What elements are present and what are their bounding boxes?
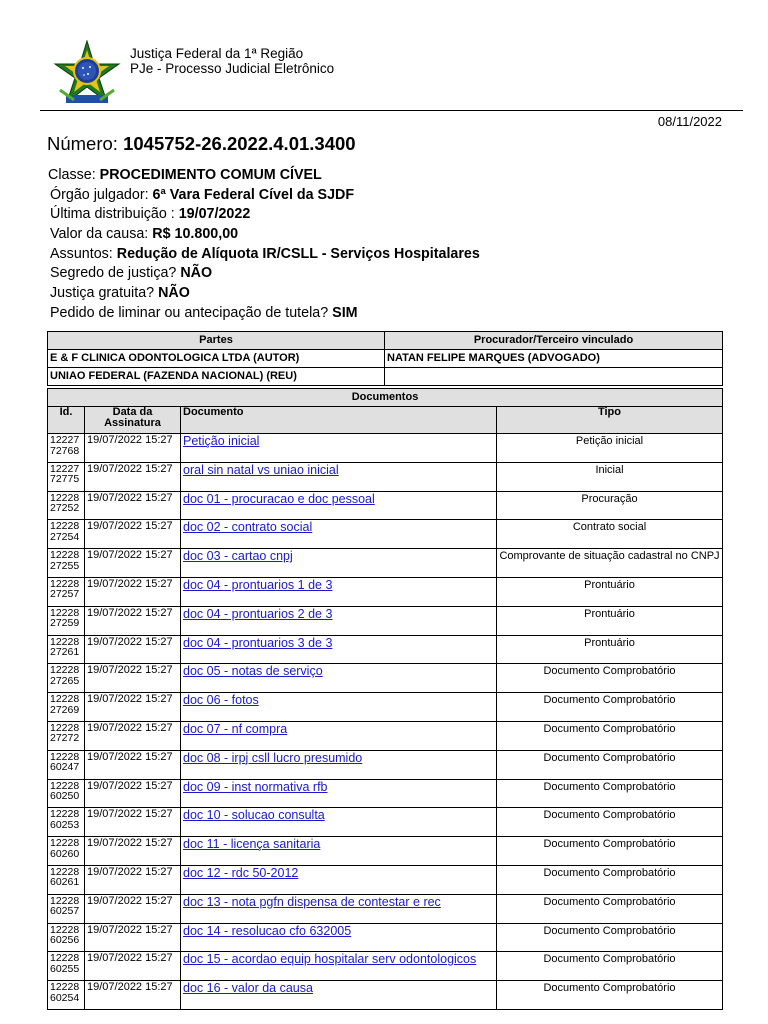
documento-row (48, 721, 723, 750)
process-number (47, 133, 356, 155)
documento-cell (181, 894, 497, 923)
documento-cell (181, 779, 497, 808)
documento-link[interactable]: doc 03 - cartao cnpj (183, 549, 293, 564)
classe-line (48, 166, 480, 186)
documento-cell (181, 664, 497, 693)
parte-row (48, 350, 723, 368)
documento-row (48, 952, 723, 981)
documento-id: 1222827252 (48, 491, 85, 520)
org-line-2: PJe - Processo Judicial Eletrônico (130, 61, 335, 76)
documento-row (48, 837, 723, 866)
documento-tipo: Documento Comprobatório (497, 837, 723, 866)
distribuicao-label: Última distribuição : (50, 206, 179, 223)
documento-tipo: Prontuário (497, 577, 723, 606)
valor-value: R$ 10.800,00 (152, 226, 239, 243)
documento-data: 19/07/2022 15:27 (85, 750, 181, 779)
partes-header: Partes (48, 332, 385, 350)
documento-tipo: Documento Comprobatório (497, 808, 723, 837)
documento-id: 1222772775 (48, 462, 85, 491)
documento-id: 1222860247 (48, 750, 85, 779)
documento-id: 1222827272 (48, 721, 85, 750)
documento-id: 1222860256 (48, 923, 85, 952)
documento-link[interactable]: doc 08 - irpj csll lucro presumido (183, 750, 363, 765)
documento-id: 1222860260 (48, 837, 85, 866)
tipo-header: Tipo (497, 407, 723, 434)
documento-id: 1222860250 (48, 779, 85, 808)
documento-row (48, 434, 723, 463)
documento-row (48, 894, 723, 923)
parte-row (48, 368, 723, 386)
documento-cell (181, 491, 497, 520)
documento-tipo: Documento Comprobatório (497, 952, 723, 981)
documento-data: 19/07/2022 15:27 (85, 894, 181, 923)
documento-tipo: Inicial (497, 462, 723, 491)
documento-link[interactable]: doc 04 - prontuarios 2 de 3 (183, 606, 333, 621)
segredo-value: NÃO (180, 265, 213, 282)
documento-data: 19/07/2022 15:27 (85, 952, 181, 981)
documentos-table (47, 388, 723, 1010)
documento-data: 19/07/2022 15:27 (85, 549, 181, 578)
documento-data: 19/07/2022 15:27 (85, 606, 181, 635)
documento-link[interactable]: doc 16 - valor da causa (183, 981, 313, 996)
documento-tipo: Documento Comprobatório (497, 894, 723, 923)
documento-cell (181, 693, 497, 722)
documento-tipo: Prontuário (497, 606, 723, 635)
documento-id: 1222772768 (48, 434, 85, 463)
documento-tipo: Procuração (497, 491, 723, 520)
documento-tipo: Documento Comprobatório (497, 865, 723, 894)
orgao-line (48, 186, 480, 206)
data-header: Data da Assinatura (85, 407, 181, 434)
classe-value: PROCEDIMENTO COMUM CÍVEL (99, 167, 322, 183)
documento-row (48, 693, 723, 722)
documento-cell (181, 837, 497, 866)
documentos-title: Documentos (48, 389, 723, 407)
documento-id: 1222860255 (48, 952, 85, 981)
documento-id: 1222827265 (48, 664, 85, 693)
documento-link[interactable]: doc 02 - contrato social (183, 520, 313, 535)
documento-tipo: Documento Comprobatório (497, 750, 723, 779)
procurador-header: Procurador/Terceiro vinculado (385, 332, 723, 350)
classe-label: Classe: (48, 167, 100, 183)
documento-data: 19/07/2022 15:27 (85, 520, 181, 549)
documento-data: 19/07/2022 15:27 (85, 837, 181, 866)
documento-tipo: Documento Comprobatório (497, 923, 723, 952)
documento-tipo: Documento Comprobatório (497, 693, 723, 722)
orgao-label: Órgão julgador: (50, 186, 153, 203)
documento-cell (181, 923, 497, 952)
documento-cell (181, 808, 497, 837)
documento-link[interactable]: doc 05 - notas de serviço (183, 664, 323, 679)
distribuicao-value: 19/07/2022 (178, 206, 251, 223)
documento-link[interactable]: doc 12 - rdc 50-2012 (183, 865, 299, 880)
assuntos-value: Redução de Alíquota IR/CSLL - Serviços Hospitalares (116, 245, 480, 262)
documento-data: 19/07/2022 15:27 (85, 462, 181, 491)
documento-link[interactable]: doc 15 - acordao equip hospitalar serv odontologicos (183, 952, 477, 967)
documento-id: 1222827269 (48, 693, 85, 722)
documento-data: 19/07/2022 15:27 (85, 865, 181, 894)
documento-data: 19/07/2022 15:27 (85, 577, 181, 606)
documento-link[interactable]: doc 04 - prontuarios 3 de 3 (183, 635, 333, 650)
id-header: Id. (48, 407, 85, 434)
documento-tipo: Documento Comprobatório (497, 664, 723, 693)
documento-row (48, 664, 723, 693)
documento-row (48, 635, 723, 664)
documento-data: 19/07/2022 15:27 (85, 923, 181, 952)
documento-tipo: Prontuário (497, 635, 723, 664)
segredo-line (48, 264, 480, 284)
documento-link[interactable]: doc 09 - inst normativa rfb (183, 779, 328, 794)
documento-data: 19/07/2022 15:27 (85, 664, 181, 693)
documento-link[interactable]: Petição inicial (183, 434, 260, 448)
documento-cell (181, 606, 497, 635)
documento-id: 1222827259 (48, 606, 85, 635)
documento-link[interactable]: doc 07 - nf compra (183, 721, 288, 736)
numero-value: 1045752-26.2022.4.01.3400 (123, 133, 356, 154)
documento-cell (181, 577, 497, 606)
org-name (130, 46, 334, 76)
valor-label: Valor da causa: (50, 226, 153, 243)
parte-name: E & F CLINICA ODONTOLOGICA LTDA (AUTOR) (48, 350, 385, 368)
segredo-label: Segredo de justiça? (50, 265, 181, 282)
liminar-label: Pedido de liminar ou antecipação de tutela? (50, 304, 333, 321)
process-info (48, 166, 480, 324)
documento-data: 19/07/2022 15:27 (85, 693, 181, 722)
documento-id: 1222860253 (48, 808, 85, 837)
documento-tipo: Documento Comprobatório (497, 981, 723, 1010)
documento-cell (181, 952, 497, 981)
assuntos-label: Assuntos: (50, 245, 117, 262)
documento-id: 1222827254 (48, 520, 85, 549)
documento-link[interactable]: doc 06 - fotos (183, 693, 259, 708)
documento-link[interactable]: oral sin natal vs uniao inicial (183, 462, 339, 477)
documento-cell (181, 635, 497, 664)
documento-link[interactable]: doc 11 - licença sanitaria (183, 837, 321, 852)
partes-table (47, 331, 723, 386)
assuntos-line (48, 245, 480, 265)
documento-tipo: Contrato social (497, 520, 723, 549)
documento-cell (181, 981, 497, 1010)
documento-id: 1222860257 (48, 894, 85, 923)
documento-cell (181, 434, 497, 463)
documento-row (48, 808, 723, 837)
gratuita-value: NÃO (158, 285, 190, 302)
documento-data: 19/07/2022 15:27 (85, 434, 181, 463)
documento-row (48, 577, 723, 606)
documento-id: 1222860261 (48, 865, 85, 894)
documento-row (48, 462, 723, 491)
gratuita-line (48, 284, 480, 304)
documento-tipo: Documento Comprobatório (497, 721, 723, 750)
distribuicao-line (48, 205, 480, 225)
documento-row (48, 606, 723, 635)
documento-header: Documento (181, 407, 497, 434)
documento-row (48, 981, 723, 1010)
documento-tipo: Petição inicial (497, 434, 723, 463)
documento-cell (181, 721, 497, 750)
numero-label: Número: (47, 133, 124, 154)
documento-link[interactable]: doc 13 - nota pgfn dispensa de contestar e rec (183, 894, 441, 909)
procurador-name (385, 368, 723, 386)
documento-data: 19/07/2022 15:27 (85, 981, 181, 1010)
documento-row (48, 779, 723, 808)
print-date: 08/11/2022 (657, 114, 722, 129)
documento-cell (181, 549, 497, 578)
documento-data: 19/07/2022 15:27 (85, 808, 181, 837)
documento-data: 19/07/2022 15:27 (85, 635, 181, 664)
documento-link[interactable]: doc 10 - solucao consulta (183, 808, 325, 823)
documento-row (48, 865, 723, 894)
documento-row (48, 750, 723, 779)
parte-name: UNIAO FEDERAL (FAZENDA NACIONAL) (REU) (48, 368, 385, 386)
documento-id: 1222827257 (48, 577, 85, 606)
procurador-name: NATAN FELIPE MARQUES (ADVOGADO) (385, 350, 723, 368)
documento-link[interactable]: doc 01 - procuracao e doc pessoal (183, 491, 375, 506)
documento-tipo: Documento Comprobatório (497, 779, 723, 808)
documento-data: 19/07/2022 15:27 (85, 491, 181, 520)
valor-line (48, 225, 480, 245)
documento-id: 1222827261 (48, 635, 85, 664)
documento-cell (181, 865, 497, 894)
documento-row (48, 520, 723, 549)
documento-row (48, 491, 723, 520)
document-header (40, 38, 743, 111)
documento-id: 1222860254 (48, 981, 85, 1010)
documento-tipo: Comprovante de situação cadastral no CNPJ (497, 549, 723, 578)
orgao-value: 6ª Vara Federal Cível da SJDF (152, 186, 355, 203)
gratuita-label: Justiça gratuita? (50, 285, 159, 302)
documento-link[interactable]: doc 04 - prontuarios 1 de 3 (183, 577, 333, 592)
documento-row (48, 549, 723, 578)
documento-data: 19/07/2022 15:27 (85, 779, 181, 808)
documento-id: 1222827255 (48, 549, 85, 578)
documento-cell (181, 462, 497, 491)
brasao-republica-icon (52, 40, 122, 106)
documento-row (48, 923, 723, 952)
liminar-value: SIM (332, 304, 358, 321)
documento-cell (181, 520, 497, 549)
documento-data: 19/07/2022 15:27 (85, 721, 181, 750)
org-line-1: Justiça Federal da 1ª Região (130, 46, 304, 61)
documento-cell (181, 750, 497, 779)
documento-link[interactable]: doc 14 - resolucao cfo 632005 (183, 923, 352, 938)
liminar-line (48, 304, 480, 324)
